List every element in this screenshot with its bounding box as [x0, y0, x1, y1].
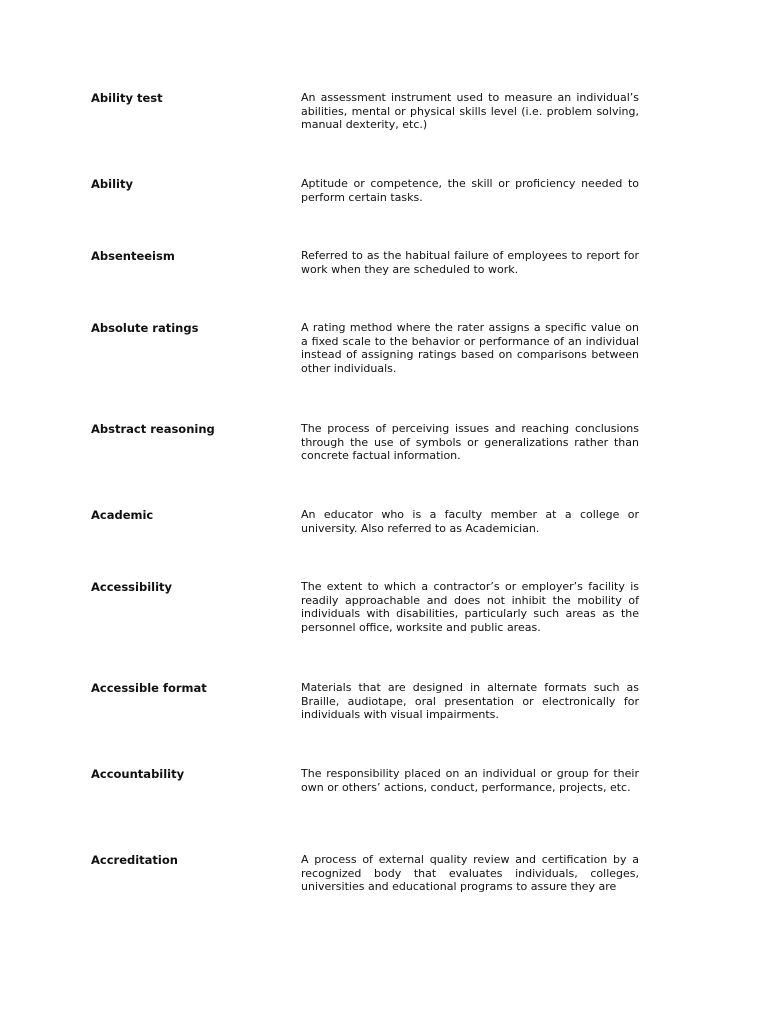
glossary-definition: Referred to as the habitual failure of employees to report for work when they are scheduled to work.: [301, 249, 639, 276]
glossary-term: Accountability: [91, 767, 185, 781]
glossary-term: Academic: [91, 508, 154, 522]
glossary-term: Ability test: [91, 91, 163, 105]
glossary-definition: The extent to which a contractor’s or employer’s facility is readily approachable and does not inhibit the mobility of individuals with disabilities, particularly such areas as the personnel office, worksite and public areas.: [301, 580, 639, 634]
glossary-term: Absolute ratings: [91, 321, 199, 335]
glossary-term: Absenteeism: [91, 249, 175, 263]
glossary-definition: A rating method where the rater assigns a specific value on a fixed scale to the behavior or performance of an individual instead of assigning ratings based on comparisons between other individuals.: [301, 321, 639, 375]
glossary-term: Accreditation: [91, 853, 178, 867]
glossary-definition: Aptitude or competence, the skill or proficiency needed to perform certain tasks.: [301, 177, 639, 204]
glossary-term: Accessible format: [91, 681, 207, 695]
glossary-definition: A process of external quality review and certification by a recognized body that evaluates individuals, colleges, universities and educational programs to assure they are: [301, 853, 639, 894]
glossary-definition: The responsibility placed on an individual or group for their own or others’ actions, conduct, performance, projects, etc.: [301, 767, 639, 794]
glossary-definition: The process of perceiving issues and reaching conclusions through the use of symbols or generalizations rather than concrete factual information.: [301, 422, 639, 463]
glossary-term: Accessibility: [91, 580, 173, 594]
glossary-definition: An assessment instrument used to measure an individual’s abilities, mental or physical skills level (i.e. problem solving, manual dexterity, etc.): [301, 91, 639, 132]
glossary-definition: Materials that are designed in alternate formats such as Braille, audiotape, oral presentation or electronically for individuals with visual impairments.: [301, 681, 639, 722]
glossary-definition: An educator who is a faculty member at a college or university. Also referred to as Academician.: [301, 508, 639, 535]
glossary-term: Ability: [91, 177, 133, 191]
glossary-term: Abstract reasoning: [91, 422, 215, 436]
